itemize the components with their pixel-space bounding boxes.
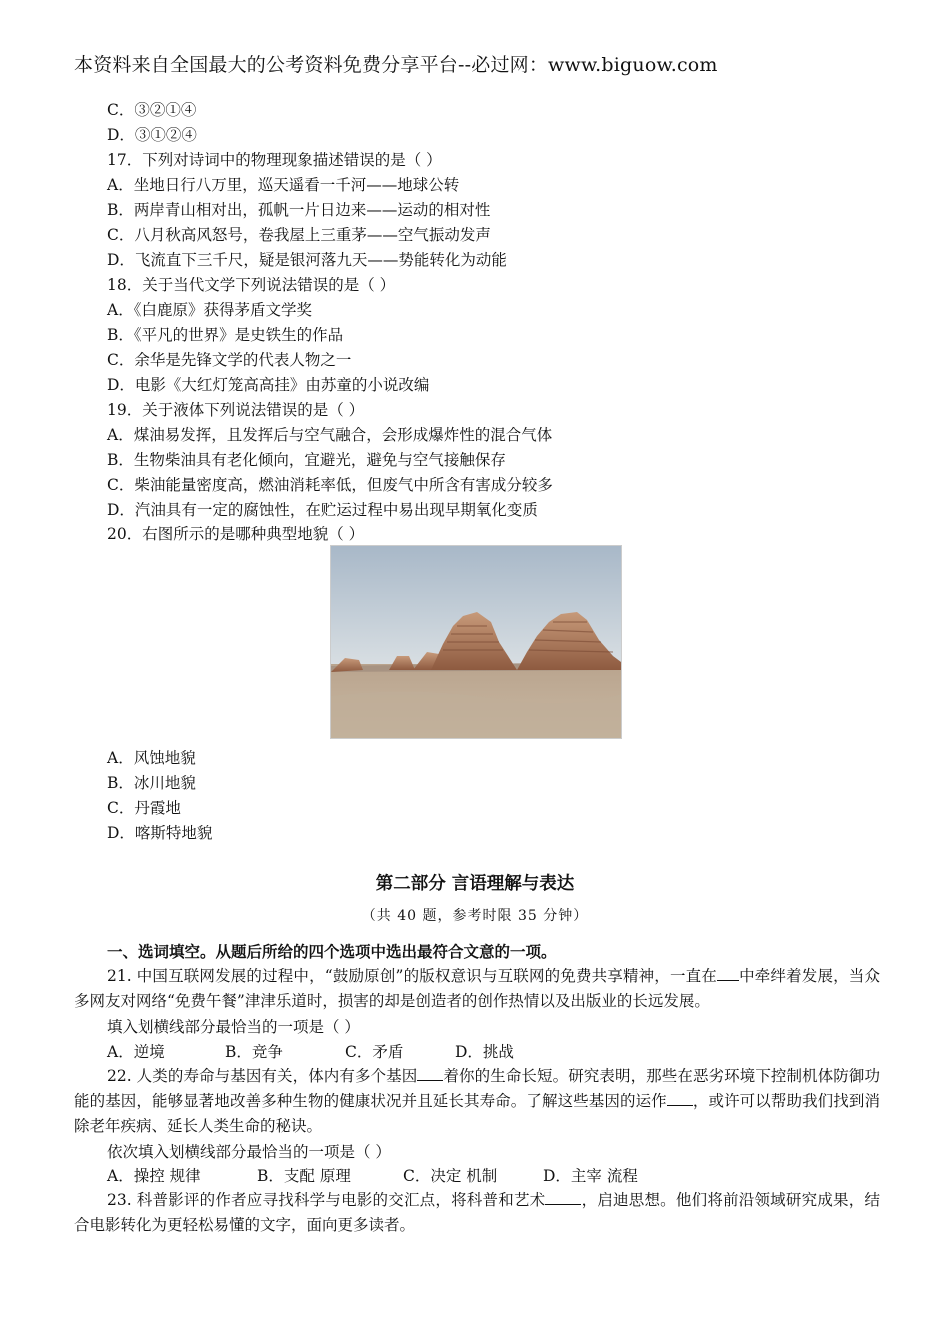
q21-option-a: A．逆境: [107, 1043, 165, 1061]
section-title: 第二部分 言语理解与表达: [375, 874, 575, 894]
q17-option-b: B．两岸青山相对出，孤帆一片日边来——运动的相对性: [107, 201, 491, 219]
q19-option-d: D．汽油具有一定的腐蚀性，在贮运过程中易出现早期氧化变质: [107, 501, 538, 519]
q17-stem: 17．下列对诗词中的物理现象描述错误的是（ ）: [107, 151, 442, 169]
q22-option-b: B．支配 原理: [257, 1167, 351, 1185]
q20-option-c: C．丹霞地: [107, 799, 181, 817]
q22-text-b: 着你的生命长短。研究表明，那些在恶劣环境下控制机体防御功能的基因，能够显著地改善多种生物的健康状况并且延长其寿命。了解这些基因的运作: [74, 1067, 880, 1110]
q18-option-d: D．电影《大红灯笼高高挂》由苏童的小说改编: [107, 376, 430, 394]
q18-option-a: A．《白鹿原》获得茅盾文学奖: [107, 301, 312, 319]
q23-text: [74, 1188, 880, 1238]
q23-text-a: 23. 科普影评的作者应寻找科学与电影的交汇点，将科普和艺术: [107, 1191, 546, 1209]
q19-stem: 19．关于液体下列说法错误的是（ ）: [107, 401, 365, 419]
q22-blank-1: [417, 1064, 443, 1081]
q17-option-c: C．八月秋高风怒号，卷我屋上三重茅——空气振动发声: [107, 226, 491, 244]
q22-text: [74, 1064, 880, 1139]
page-header: 本资料来自全国最大的公考资料免费分享平台--必过网：www.biguow.com: [74, 54, 718, 76]
q19-option-b: B．生物柴油具有老化倾向，宜避光，避免与空气接触保存: [107, 451, 506, 469]
q20-option-b: B．冰川地貌: [107, 774, 196, 792]
q21-prompt: 填入划横线部分最恰当的一项是（ ）: [107, 1018, 360, 1036]
q20-option-a: A．风蚀地貌: [107, 749, 196, 767]
q21-options: [107, 1040, 514, 1062]
section-subtitle: （共 40 题，参考时限 35 分钟）: [361, 908, 589, 924]
q18-option-c: C．余华是先锋文学的代表人物之一: [107, 351, 352, 369]
q16-option-d: D．③①②④: [107, 126, 197, 144]
q22-blank-2: [667, 1089, 693, 1106]
q21-text-b: 中牵绊着发展，当众多网友对网络“免费午餐”津津乐道时，损害的却是创造者的创作热情以及出版业的长远发展。: [74, 967, 880, 1010]
q21-option-c: C．矛盾: [345, 1043, 404, 1061]
q21-option-d: D．挑战: [455, 1043, 514, 1061]
section-instruction: 一、选词填空。从题后所给的四个选项中选出最符合文意的一项。: [107, 942, 557, 961]
q21-option-b: B．竞争: [225, 1043, 283, 1061]
landform-photo: [330, 545, 622, 739]
q23-blank: [545, 1188, 581, 1205]
q17-option-a: A．坐地日行八万里，巡天遥看一千河——地球公转: [107, 176, 460, 194]
q18-option-b: B．《平凡的世界》是史铁生的作品: [107, 326, 344, 344]
q22-text-a: 22. 人类的寿命与基因有关，体内有多个基因: [107, 1067, 418, 1085]
q17-option-d: D．飞流直下三千尺，疑是银河落九天——势能转化为动能: [107, 251, 507, 269]
q18-stem: 18．关于当代文学下列说法错误的是（ ）: [107, 276, 396, 294]
q22-option-d: D．主宰 流程: [543, 1167, 638, 1185]
q20-option-d: D．喀斯特地貌: [107, 824, 213, 842]
q19-option-c: C．柴油能量密度高，燃油消耗率低，但废气中所含有害成分较多: [107, 476, 553, 494]
q21-text-a: 21. 中国互联网发展的过程中，“鼓励原创”的版权意识与互联网的免费共享精神，一直在: [107, 967, 717, 985]
q20-stem: 20．右图所示的是哪种典型地貌（ ）: [107, 525, 365, 543]
q21-blank: [717, 964, 739, 981]
q19-option-a: A．煤油易发挥，且发挥后与空气融合，会形成爆炸性的混合气体: [107, 426, 553, 444]
q22-option-c: C．决定 机制: [403, 1167, 498, 1185]
yardang-landscape-image: [331, 546, 621, 738]
q23-text-b: ，启迪思想。他们将前沿领域研究成果，结合电影转化为更轻松易懂的文字，面向更多读者。: [74, 1191, 880, 1234]
q22-text-c: ，或许可以帮助我们找到消除老年疾病、延长人类生命的秘诀。: [74, 1092, 880, 1135]
q22-prompt: 依次填入划横线部分最恰当的一项是（ ）: [107, 1143, 391, 1161]
q16-option-c: C．③②①④: [107, 101, 197, 119]
q22-options: [107, 1164, 638, 1186]
q22-option-a: A．操控 规律: [107, 1167, 201, 1185]
q21-text: [74, 964, 880, 1014]
